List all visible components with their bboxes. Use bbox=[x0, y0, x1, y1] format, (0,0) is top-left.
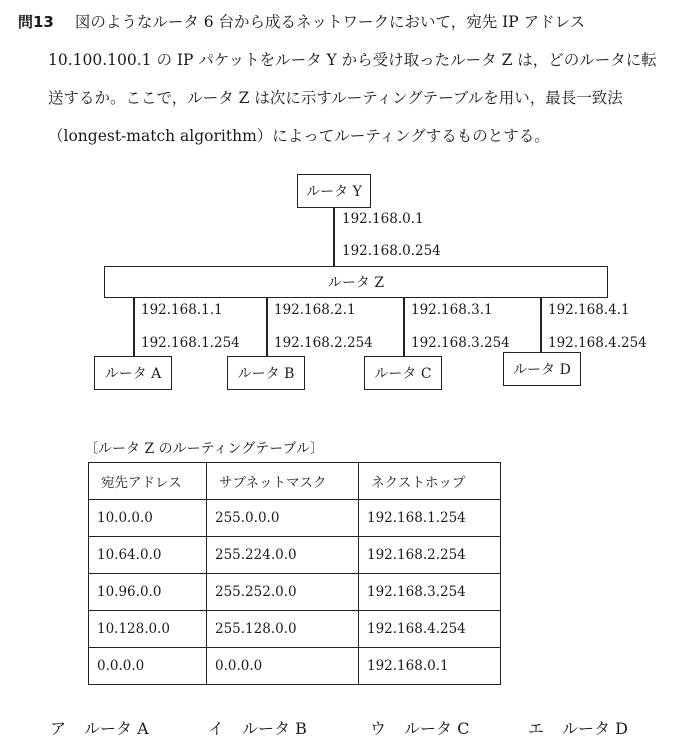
link-y-z bbox=[333, 208, 335, 266]
cell-destination: 10.128.0.0 bbox=[89, 611, 207, 648]
link-z-d bbox=[540, 298, 542, 352]
answer-d-text: ルータ D bbox=[562, 719, 628, 738]
router-b-ip: 192.168.2.254 bbox=[274, 335, 373, 351]
answer-d[interactable] bbox=[528, 716, 628, 739]
router-a-ip: 192.168.1.254 bbox=[141, 335, 240, 351]
question-text-1: 図のようなルータ 6 台から成るネットワークにおいて，宛先 IP アドレス bbox=[74, 13, 586, 31]
question-number: 問13 bbox=[18, 13, 54, 31]
table-caption: 〔ルータ Z のルーティングテーブル〕 bbox=[84, 441, 324, 457]
link-z-c bbox=[403, 298, 405, 356]
answer-c[interactable] bbox=[370, 716, 469, 739]
cell-destination: 0.0.0.0 bbox=[89, 648, 207, 685]
answer-a-text: ルータ A bbox=[84, 719, 149, 738]
answer-b-text: ルータ B bbox=[242, 719, 307, 738]
answer-d-key: エ bbox=[528, 719, 545, 738]
question-line-1 bbox=[18, 10, 585, 32]
table-row bbox=[89, 574, 501, 611]
cell-subnet-mask: 255.252.0.0 bbox=[207, 574, 359, 611]
header-next-hop: ネクストホップ bbox=[359, 463, 501, 500]
cell-destination: 10.96.0.0 bbox=[89, 574, 207, 611]
router-z-ip-b: 192.168.2.1 bbox=[274, 302, 356, 318]
answer-a-key: ア bbox=[50, 719, 67, 738]
header-destination: 宛先アドレス bbox=[89, 463, 207, 500]
header-subnet-mask: サブネットマスク bbox=[207, 463, 359, 500]
router-y: ルータ Y bbox=[297, 174, 371, 208]
router-c-ip: 192.168.3.254 bbox=[411, 335, 510, 351]
router-d-ip: 192.168.4.254 bbox=[548, 335, 647, 351]
router-z-ip-c: 192.168.3.1 bbox=[411, 302, 493, 318]
router-b: ルータ B bbox=[227, 356, 305, 390]
cell-next-hop: 192.168.1.254 bbox=[359, 500, 501, 537]
cell-subnet-mask: 255.0.0.0 bbox=[207, 500, 359, 537]
answer-a[interactable] bbox=[50, 716, 149, 739]
link-z-b bbox=[266, 298, 268, 356]
question-line-2: 10.100.100.1 の IP パケットをルータ Y から受け取ったルータ Z は，どのルータに転 bbox=[48, 51, 657, 69]
answer-b-key: イ bbox=[208, 719, 225, 738]
cell-destination: 10.64.0.0 bbox=[89, 537, 207, 574]
table-row bbox=[89, 648, 501, 685]
router-d: ルータ D bbox=[503, 352, 581, 386]
cell-next-hop: 192.168.0.1 bbox=[359, 648, 501, 685]
answer-c-key: ウ bbox=[370, 719, 387, 738]
table-row bbox=[89, 537, 501, 574]
router-c: ルータ C bbox=[364, 356, 442, 390]
question-line-3: 送するか。ここで，ルータ Z は次に示すルーティングテーブルを用い，最長一致法 bbox=[48, 89, 623, 107]
cell-subnet-mask: 0.0.0.0 bbox=[207, 648, 359, 685]
router-z-upper-ip: 192.168.0.254 bbox=[342, 243, 441, 259]
cell-next-hop: 192.168.4.254 bbox=[359, 611, 501, 648]
router-z-ip-a: 192.168.1.1 bbox=[141, 302, 223, 318]
question-line-4: （longest-match algorithm）によってルーティングするものとする。 bbox=[48, 127, 550, 145]
cell-destination: 10.0.0.0 bbox=[89, 500, 207, 537]
answer-b[interactable] bbox=[208, 716, 307, 739]
link-z-a bbox=[133, 298, 135, 356]
routing-table bbox=[88, 462, 501, 685]
router-a: ルータ A bbox=[94, 356, 172, 390]
router-y-ip: 192.168.0.1 bbox=[342, 211, 424, 227]
table-row bbox=[89, 611, 501, 648]
table-row bbox=[89, 500, 501, 537]
cell-next-hop: 192.168.2.254 bbox=[359, 537, 501, 574]
cell-next-hop: 192.168.3.254 bbox=[359, 574, 501, 611]
table-header-row bbox=[89, 463, 501, 500]
cell-subnet-mask: 255.128.0.0 bbox=[207, 611, 359, 648]
answer-c-text: ルータ C bbox=[404, 719, 470, 738]
router-z-ip-d: 192.168.4.1 bbox=[548, 302, 630, 318]
router-z: ルータ Z bbox=[104, 266, 608, 298]
cell-subnet-mask: 255.224.0.0 bbox=[207, 537, 359, 574]
